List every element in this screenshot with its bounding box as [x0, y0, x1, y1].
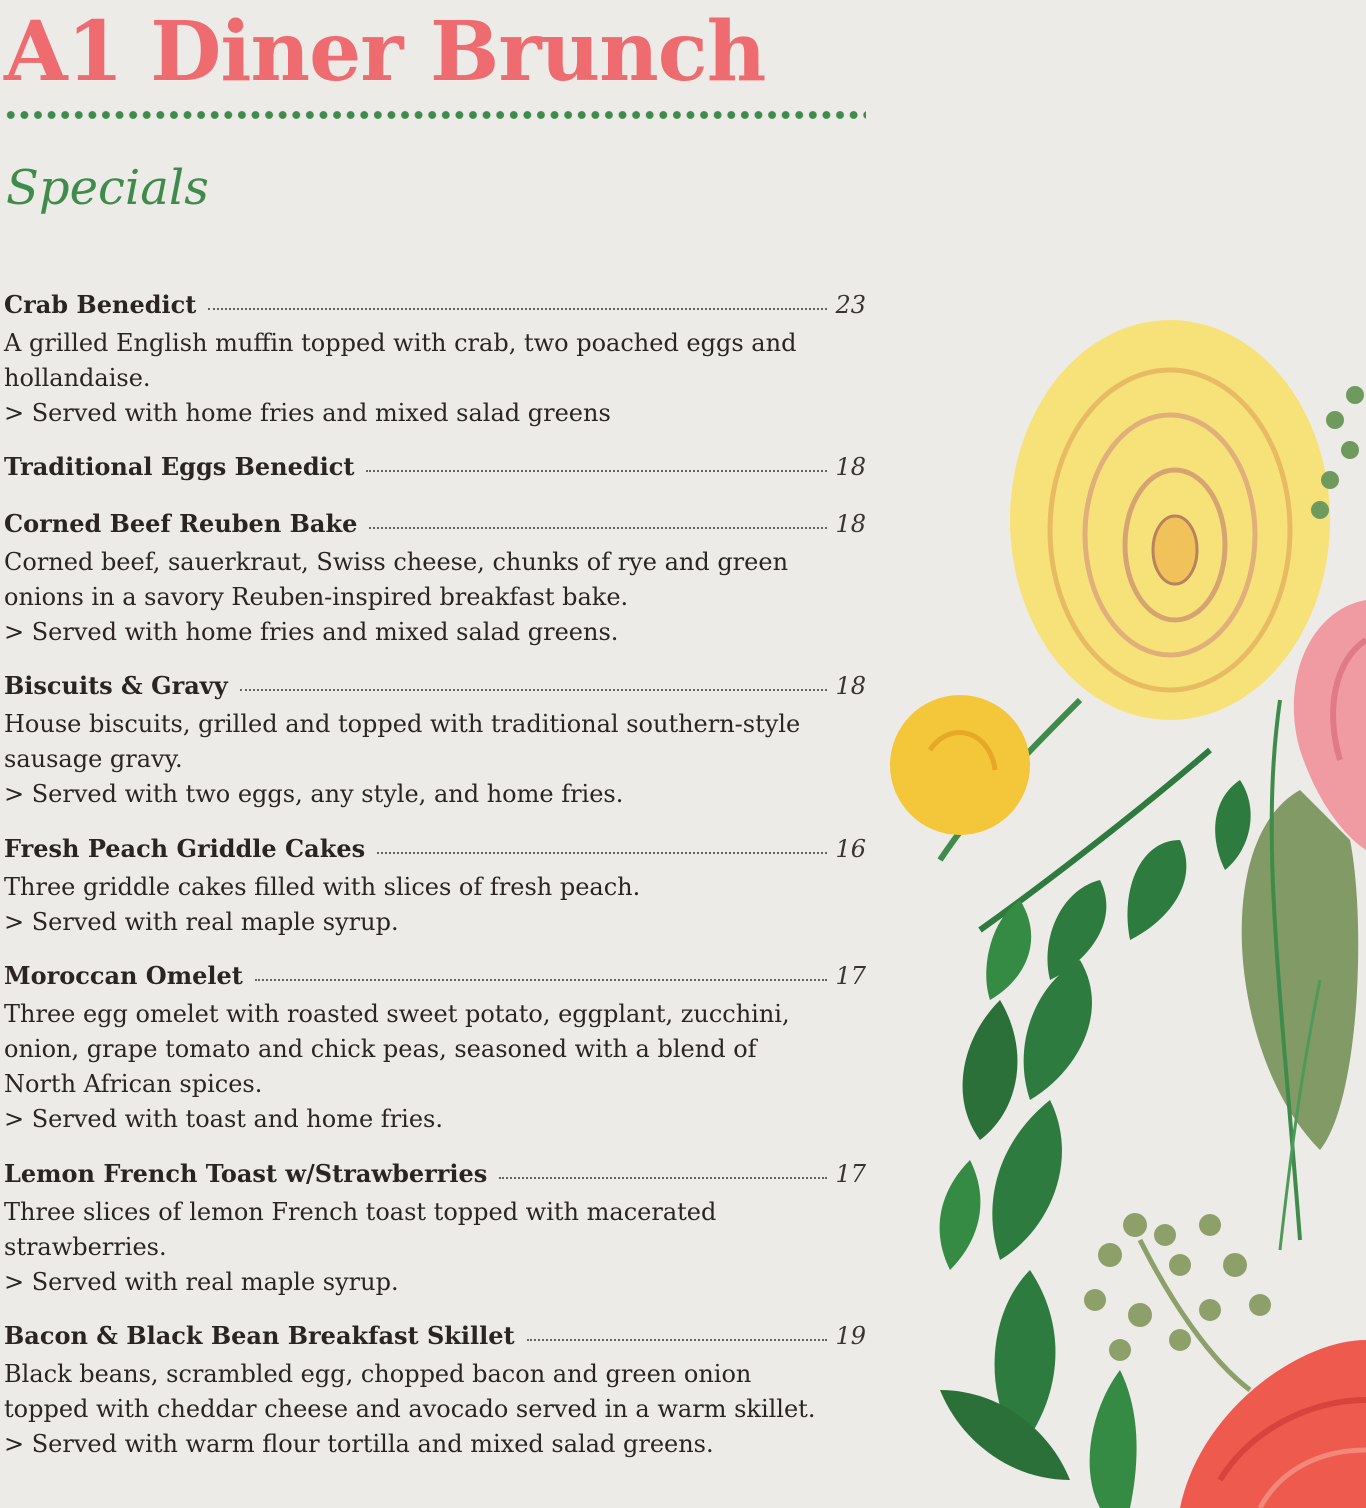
dot-leader — [377, 852, 827, 854]
green-leaf — [986, 900, 1031, 1000]
section-title: Specials — [6, 160, 209, 216]
green-leaf — [1215, 780, 1250, 870]
item-served-with: > Served with real maple syrup. — [4, 1268, 399, 1296]
menu-item — [4, 290, 866, 431]
green-leaf — [940, 1160, 981, 1270]
item-name: Bacon & Black Bean Breakfast Skillet — [4, 1321, 515, 1350]
item-price: 19 — [835, 1322, 866, 1350]
item-served-with: > Served with home fries and mixed salad greens — [4, 399, 611, 427]
green-leaf — [992, 1100, 1062, 1260]
menu-item — [4, 961, 866, 1137]
item-name: Traditional Eggs Benedict — [4, 452, 355, 481]
item-name: Crab Benedict — [4, 290, 197, 319]
item-name: Biscuits & Gravy — [4, 671, 228, 700]
menu-item — [4, 671, 866, 812]
dot-leader — [255, 979, 828, 981]
item-description: Three egg omelet with roasted sweet potato, eggplant, zucchini, onion, grape tomato and chick peas, seasoned with a blend of North African spices. — [4, 1000, 790, 1098]
item-price: 16 — [835, 835, 866, 863]
item-name: Moroccan Omelet — [4, 961, 243, 990]
item-price: 23 — [835, 291, 866, 319]
item-served-with: > Served with home fries and mixed salad greens. — [4, 618, 619, 646]
item-description: Corned beef, sauerkraut, Swiss cheese, chunks of rye and green onions in a savory Reuben-inspired breakfast bake. — [4, 548, 789, 611]
dot-leader — [369, 527, 827, 529]
menu-item — [4, 834, 866, 940]
dot-leader — [499, 1177, 827, 1179]
green-leaf — [1024, 960, 1092, 1100]
green-leaf — [1090, 1370, 1137, 1508]
item-served-with: > Served with two eggs, any style, and home fries. — [4, 780, 624, 808]
item-description: A grilled English muffin topped with crab, two poached eggs and hollandaise. — [4, 329, 797, 392]
item-price: 18 — [835, 453, 866, 481]
item-served-with: > Served with toast and home fries. — [4, 1105, 443, 1133]
item-served-with: > Served with real maple syrup. — [4, 908, 399, 936]
green-leaf — [963, 1000, 1018, 1140]
page-title: A1 Diner Brunch — [4, 4, 766, 100]
yellow-bloom — [890, 695, 1030, 835]
menu-item — [4, 509, 866, 650]
item-price: 17 — [835, 962, 866, 990]
dot-leader — [366, 470, 827, 472]
dotted-divider — [4, 108, 866, 122]
item-name: Lemon French Toast w/Strawberries — [4, 1159, 488, 1188]
dot-leader — [208, 308, 827, 310]
item-description: Three griddle cakes filled with slices of fresh peach. — [4, 873, 641, 901]
dot-leader — [527, 1339, 828, 1341]
menu-item — [4, 1159, 866, 1300]
item-name: Corned Beef Reuben Bake — [4, 509, 358, 538]
menu-item — [4, 452, 866, 486]
item-description: Black beans, scrambled egg, chopped bacon and green onion topped with cheddar cheese and avocado served in a warm skillet. — [4, 1360, 816, 1423]
item-price: 17 — [835, 1160, 866, 1188]
item-served-with: > Served with warm flour tortilla and mixed salad greens. — [4, 1430, 714, 1458]
floral-illustration — [880, 280, 1366, 1508]
green-leaf — [1127, 840, 1186, 940]
item-price: 18 — [835, 672, 866, 700]
dot-leader — [240, 689, 828, 691]
menu-item — [4, 1321, 866, 1462]
item-description: House biscuits, grilled and topped with traditional southern-style sausage gravy. — [4, 710, 801, 773]
item-name: Fresh Peach Griddle Cakes — [4, 834, 366, 863]
item-description: Three slices of lemon French toast topped with macerated strawberries. — [4, 1198, 717, 1261]
eucalyptus-sprig — [1084, 1213, 1271, 1361]
item-price: 18 — [835, 510, 866, 538]
